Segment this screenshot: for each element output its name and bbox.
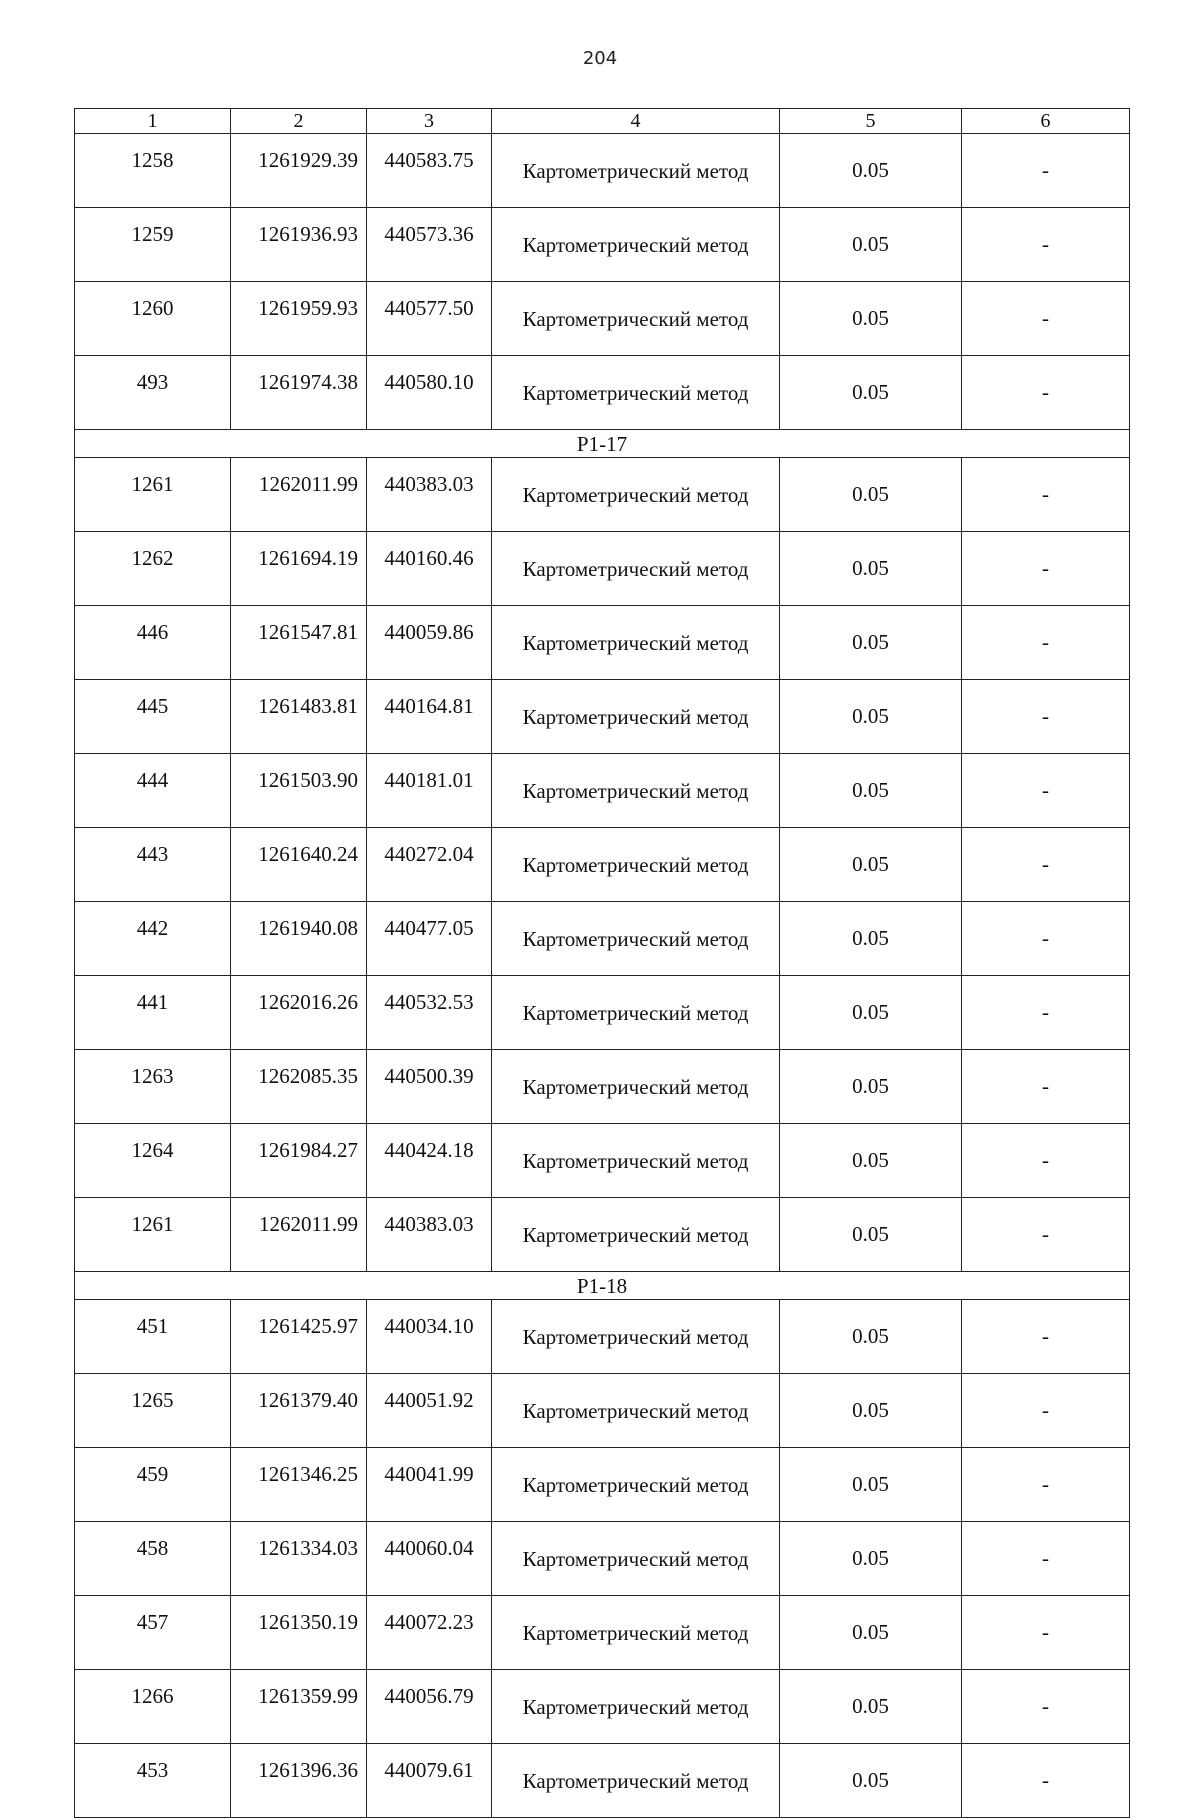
note-cell: - [962,1124,1130,1198]
x-coordinate-cell: 1261929.39 [231,134,367,208]
table-row [75,976,1130,1050]
table-row [75,1448,1130,1522]
y-coordinate-cell: 440041.99 [367,1448,492,1522]
note-cell: - [962,208,1130,282]
accuracy-cell: 0.05 [780,828,962,902]
note-cell: - [962,1744,1130,1818]
note-cell: - [962,606,1130,680]
table-row [75,532,1130,606]
accuracy-cell: 0.05 [780,1124,962,1198]
accuracy-cell: 0.05 [780,1300,962,1374]
note-cell: - [962,282,1130,356]
accuracy-cell: 0.05 [780,208,962,282]
y-coordinate-cell: 440051.92 [367,1374,492,1448]
x-coordinate-cell: 1261940.08 [231,902,367,976]
accuracy-cell: 0.05 [780,976,962,1050]
accuracy-cell: 0.05 [780,1198,962,1272]
table-row [75,828,1130,902]
table-row [75,458,1130,532]
note-cell: - [962,1522,1130,1596]
accuracy-cell: 0.05 [780,1374,962,1448]
method-cell: Картометрический метод [492,976,780,1050]
method-cell: Картометрический метод [492,606,780,680]
method-cell: Картометрический метод [492,828,780,902]
table-row [75,1522,1130,1596]
point-number-cell: 453 [75,1744,231,1818]
x-coordinate-cell: 1262085.35 [231,1050,367,1124]
note-cell: - [962,754,1130,828]
page-number: 204 [582,48,618,69]
method-cell: Картометрический метод [492,282,780,356]
point-number-cell: 1262 [75,532,231,606]
method-cell: Картометрический метод [492,1124,780,1198]
point-number-cell: 451 [75,1300,231,1374]
method-cell: Картометрический метод [492,1670,780,1744]
section-row [75,1272,1130,1300]
x-coordinate-cell: 1261959.93 [231,282,367,356]
accuracy-cell: 0.05 [780,282,962,356]
point-number-cell: 443 [75,828,231,902]
point-number-cell: 1266 [75,1670,231,1744]
accuracy-cell: 0.05 [780,1448,962,1522]
x-coordinate-cell: 1261396.36 [231,1744,367,1818]
header-cell-4: 4 [492,109,780,134]
method-cell: Картометрический метод [492,754,780,828]
accuracy-cell: 0.05 [780,902,962,976]
point-number-cell: 1263 [75,1050,231,1124]
method-cell: Картометрический метод [492,1448,780,1522]
accuracy-cell: 0.05 [780,754,962,828]
table-row [75,1374,1130,1448]
y-coordinate-cell: 440573.36 [367,208,492,282]
note-cell: - [962,1596,1130,1670]
y-coordinate-cell: 440072.23 [367,1596,492,1670]
note-cell: - [962,458,1130,532]
table-row [75,1124,1130,1198]
x-coordinate-cell: 1261640.24 [231,828,367,902]
note-cell: - [962,1050,1130,1124]
x-coordinate-cell: 1261936.93 [231,208,367,282]
accuracy-cell: 0.05 [780,1744,962,1818]
point-number-cell: 1264 [75,1124,231,1198]
method-cell: Картометрический метод [492,902,780,976]
note-cell: - [962,1198,1130,1272]
table-row [75,134,1130,208]
y-coordinate-cell: 440164.81 [367,680,492,754]
point-number-cell: 458 [75,1522,231,1596]
accuracy-cell: 0.05 [780,458,962,532]
y-coordinate-cell: 440577.50 [367,282,492,356]
table-row [75,754,1130,828]
note-cell: - [962,680,1130,754]
point-number-cell: 441 [75,976,231,1050]
table-row [75,1050,1130,1124]
note-cell: - [962,976,1130,1050]
note-cell: - [962,1300,1130,1374]
y-coordinate-cell: 440580.10 [367,356,492,430]
method-cell: Картометрический метод [492,1198,780,1272]
header-cell-2: 2 [231,109,367,134]
table-row [75,356,1130,430]
accuracy-cell: 0.05 [780,134,962,208]
header-row [75,109,1130,134]
note-cell: - [962,1670,1130,1744]
point-number-cell: 1260 [75,282,231,356]
note-cell: - [962,134,1130,208]
x-coordinate-cell: 1262016.26 [231,976,367,1050]
y-coordinate-cell: 440500.39 [367,1050,492,1124]
header-cell-3: 3 [367,109,492,134]
table-row [75,1670,1130,1744]
point-number-cell: 457 [75,1596,231,1670]
point-number-cell: 444 [75,754,231,828]
method-cell: Картометрический метод [492,1522,780,1596]
accuracy-cell: 0.05 [780,680,962,754]
header-cell-6: 6 [962,109,1130,134]
y-coordinate-cell: 440060.04 [367,1522,492,1596]
x-coordinate-cell: 1261379.40 [231,1374,367,1448]
point-number-cell: 493 [75,356,231,430]
y-coordinate-cell: 440532.53 [367,976,492,1050]
point-number-cell: 1261 [75,1198,231,1272]
method-cell: Картометрический метод [492,680,780,754]
point-number-cell: 442 [75,902,231,976]
note-cell: - [962,828,1130,902]
table-row [75,606,1130,680]
note-cell: - [962,1448,1130,1522]
accuracy-cell: 0.05 [780,1522,962,1596]
method-cell: Картометрический метод [492,208,780,282]
y-coordinate-cell: 440181.01 [367,754,492,828]
section-title: Р1-17 [75,430,1130,458]
x-coordinate-cell: 1261334.03 [231,1522,367,1596]
point-number-cell: 1265 [75,1374,231,1448]
x-coordinate-cell: 1261350.19 [231,1596,367,1670]
section-title: Р1-18 [75,1272,1130,1300]
x-coordinate-cell: 1261547.81 [231,606,367,680]
accuracy-cell: 0.05 [780,1670,962,1744]
header-cell-1: 1 [75,109,231,134]
method-cell: Картометрический метод [492,532,780,606]
point-number-cell: 1261 [75,458,231,532]
note-cell: - [962,356,1130,430]
x-coordinate-cell: 1261359.99 [231,1670,367,1744]
x-coordinate-cell: 1261425.97 [231,1300,367,1374]
accuracy-cell: 0.05 [780,532,962,606]
method-cell: Картометрический метод [492,356,780,430]
table-row [75,1744,1130,1818]
method-cell: Картометрический метод [492,1744,780,1818]
table-row [75,1596,1130,1670]
note-cell: - [962,532,1130,606]
x-coordinate-cell: 1261984.27 [231,1124,367,1198]
y-coordinate-cell: 440079.61 [367,1744,492,1818]
x-coordinate-cell: 1261346.25 [231,1448,367,1522]
y-coordinate-cell: 440477.05 [367,902,492,976]
x-coordinate-cell: 1261503.90 [231,754,367,828]
y-coordinate-cell: 440059.86 [367,606,492,680]
accuracy-cell: 0.05 [780,606,962,680]
accuracy-cell: 0.05 [780,356,962,430]
table-row [75,208,1130,282]
point-number-cell: 446 [75,606,231,680]
table-row [75,1300,1130,1374]
y-coordinate-cell: 440160.46 [367,532,492,606]
x-coordinate-cell: 1261483.81 [231,680,367,754]
table-row [75,1198,1130,1272]
point-number-cell: 1259 [75,208,231,282]
x-coordinate-cell: 1262011.99 [231,1198,367,1272]
y-coordinate-cell: 440034.10 [367,1300,492,1374]
method-cell: Картометрический метод [492,458,780,532]
note-cell: - [962,902,1130,976]
y-coordinate-cell: 440583.75 [367,134,492,208]
method-cell: Картометрический метод [492,1596,780,1670]
point-number-cell: 459 [75,1448,231,1522]
table-row [75,680,1130,754]
method-cell: Картометрический метод [492,1050,780,1124]
x-coordinate-cell: 1261974.38 [231,356,367,430]
y-coordinate-cell: 440383.03 [367,458,492,532]
table-row [75,282,1130,356]
method-cell: Картометрический метод [492,134,780,208]
point-number-cell: 445 [75,680,231,754]
coordinates-table [74,108,1130,1818]
method-cell: Картометрический метод [492,1300,780,1374]
y-coordinate-cell: 440424.18 [367,1124,492,1198]
accuracy-cell: 0.05 [780,1050,962,1124]
y-coordinate-cell: 440383.03 [367,1198,492,1272]
note-cell: - [962,1374,1130,1448]
accuracy-cell: 0.05 [780,1596,962,1670]
y-coordinate-cell: 440056.79 [367,1670,492,1744]
header-cell-5: 5 [780,109,962,134]
y-coordinate-cell: 440272.04 [367,828,492,902]
x-coordinate-cell: 1262011.99 [231,458,367,532]
section-row [75,430,1130,458]
point-number-cell: 1258 [75,134,231,208]
table-row [75,902,1130,976]
method-cell: Картометрический метод [492,1374,780,1448]
x-coordinate-cell: 1261694.19 [231,532,367,606]
